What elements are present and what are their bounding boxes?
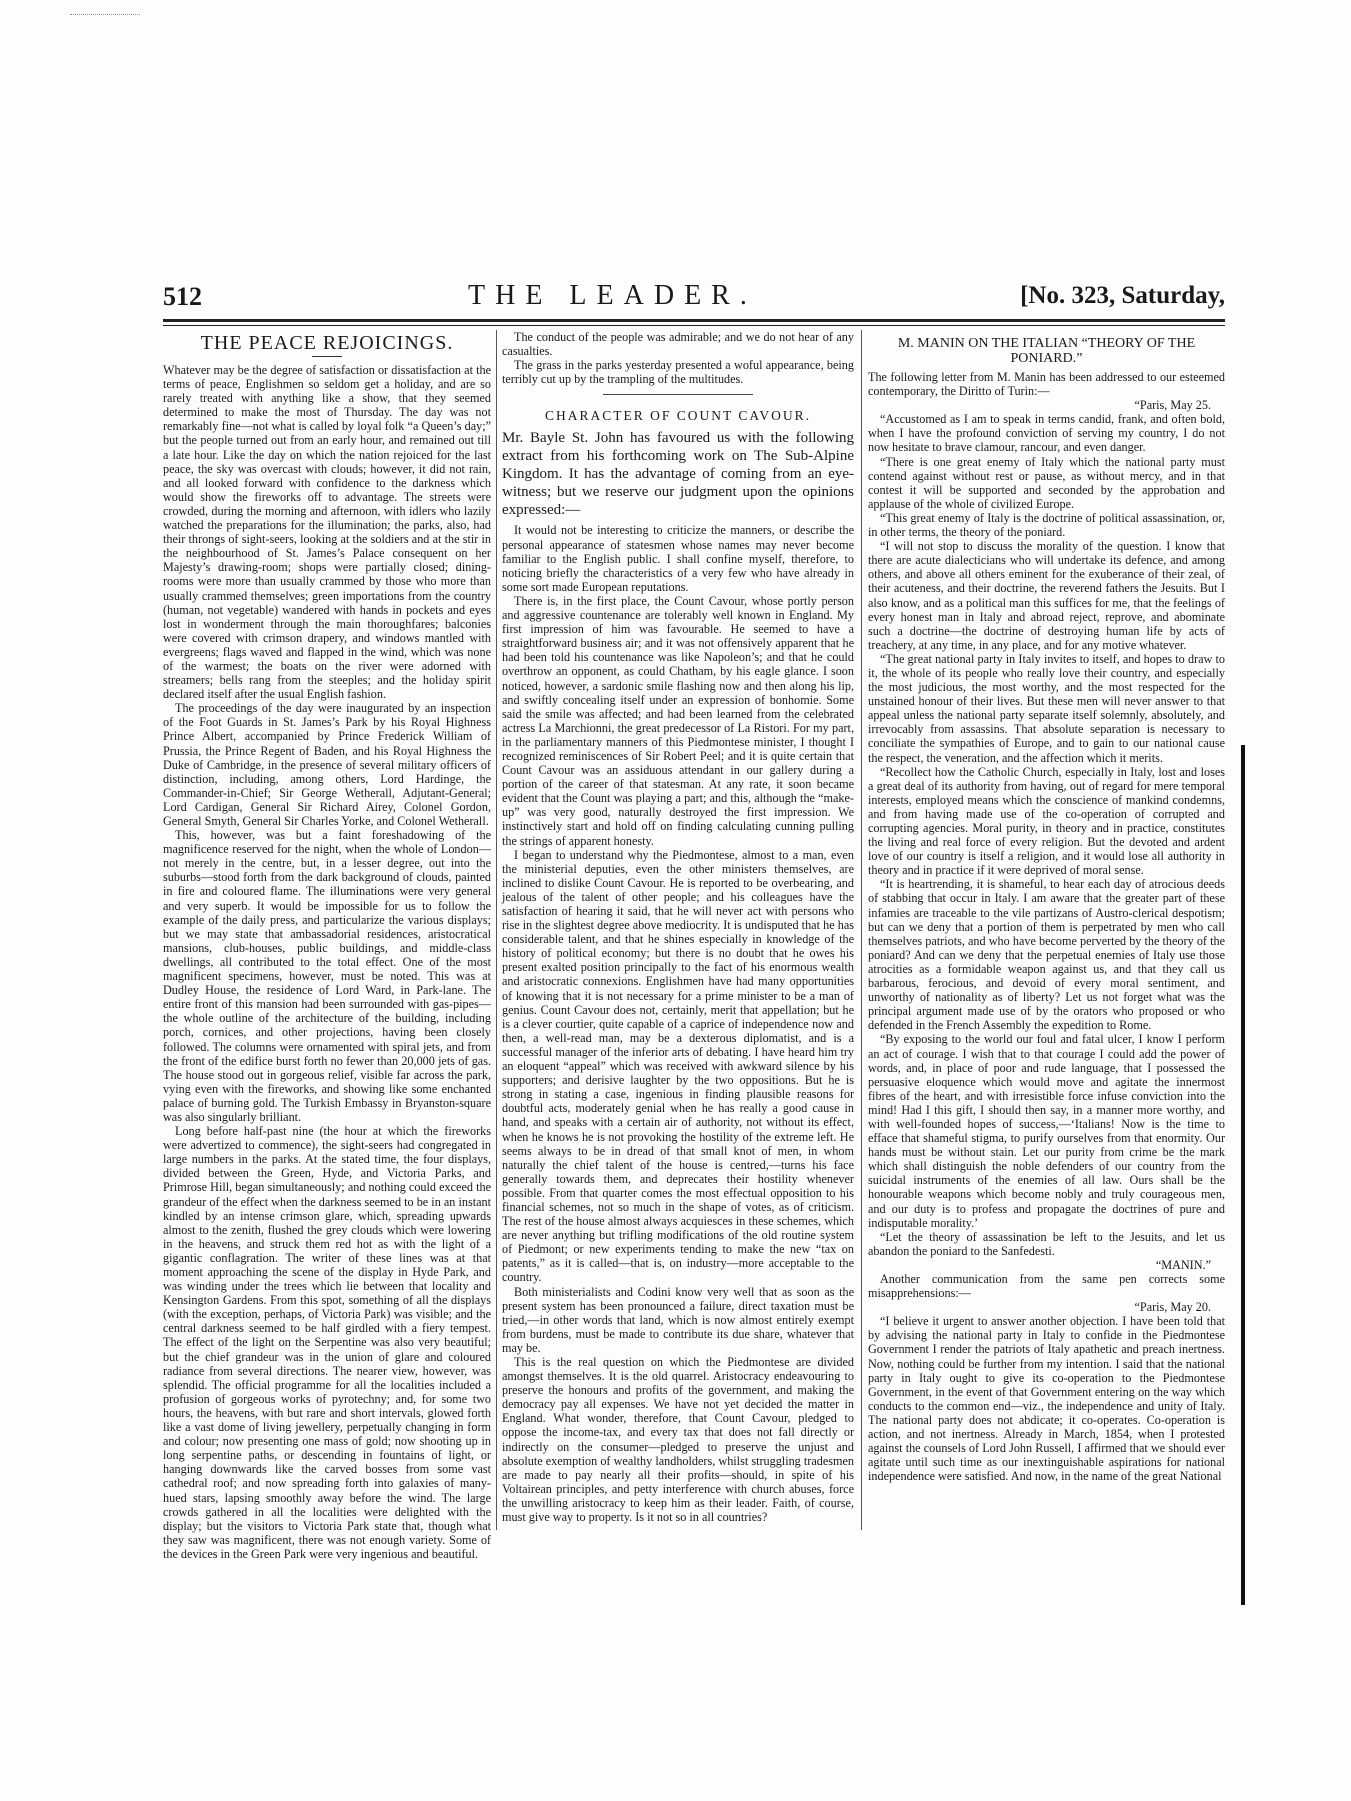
column-divider — [861, 330, 862, 1530]
paragraph: “Accustomed as I am to speak in terms candid, frank, and often bold, when I have the profound conviction of serving my country, I do not now hesitate to brave clamour, rancour, and even danger. — [868, 412, 1225, 455]
intro-paragraph: The following letter from M. Manin has been addressed to our esteemed contemporary, the Diritto of Turin:— — [868, 370, 1225, 399]
paragraph: “The great national party in Italy invites to itself, and hopes to draw to it, the whole of its people who really love their country, and especially the most judicious, the most worthy, and the most respected for the unstained honour of their lives. But these men will never answer to that appeal unless the national party separate itself solemnly, absolutely, and irrevocably from assassins. That absolute separation is necessary to conciliate the sympathies of Europe, and to gain to our national cause the respect, the veneration, and the affection which it merits. — [868, 651, 1225, 765]
paragraph: The grass in the parks yesterday presented a woful appearance, being terribly cut up by the trampling of the multitudes. — [502, 358, 854, 387]
paragraph: “Let the theory of assassination be left to the Jesuits, and let us abandon the poniard to the Sanfedesti. — [868, 1229, 1225, 1258]
paragraph: This, however, was but a faint foreshadowing of the magnificence reserved for the night, when the whole of London—not merely in the centre, but, in a lesser degree, out into the suburbs—stood forth from the dark background of clouds, painted in fire and coloured flame. The illuminations were very general and very superb. It would be impossible for us to follow the example of the daily press, and particularize the various displays; but we may state that ambassadorial residences, aristocratical mansions, club-houses, public buildings, and middle-class dwellings, all contributed to the total effect. One of the most magnificent specimens, however, must be noted. This was at Dudley House, the residence of Lord Ward, in Park-lane. The entire front of this mansion had been surrounded with gas-pipes—the whole outline of the architecture of the building, including porch, cornices, and other projections, having been closely followed. The columns were ornamented with spiral jets, and from the front of the edifice burst forth no fewer than 20,000 jets of gas. The house stood out in gorgeous relief, visible far across the park, vying even with the fireworks, and showing like some enchanted palace of burning gold. The Turkish Embassy in Bryanston-square was also singularly brilliant. — [163, 828, 491, 1124]
column-divider — [496, 330, 497, 1530]
letter-date: “Paris, May 25. — [1134, 398, 1211, 413]
paragraph: Another communication from the same pen corrects some misapprehensions:— — [868, 1272, 1225, 1301]
paragraph: “This great enemy of Italy is the doctrine of political assassination, or, in other terms, the theory of the poniard. — [868, 510, 1225, 540]
paragraph: There is, in the first place, the Count Cavour, whose portly person and aggressive countenance are tolerably well known in England. My first impression of him was favourable. He seemed to have a straightforward business air; and it was not offensively apparent that he had been told his countenance was like Napoleon’s; and that he could overthrow an opponent, as could Chatham, by his eagle glance. I soon noticed, however, a sardonic smile flashing now and then along his lip, and swiftly concealing itself under an expression of bonhomie. Some said the smile was affected; and had been learned from the celebrated actress La Marchionni, the great predecessor of La Ristori. For my part, in the parliamentary manners of this Piedmontese minister, I thought I recognized reminiscences of Sir Robert Peel; and it is quite certain that Count Cavour was an assiduous attendant in our gallery during a portion of the career of that statesman. At any rate, it soon became evident that the Count was playing a part; and this, although the “make-up” was very good, naturally destroyed the first impression. We instinctively start and hold off on finding calculating cunning pulling the strings of apparent honesty. — [502, 593, 854, 848]
binding-edge-bar — [1241, 745, 1245, 1605]
issue-label: [No. 323, Saturday, — [1020, 282, 1225, 309]
newspaper-title: THE LEADER. — [468, 280, 757, 311]
paragraph: This is the real question on which the Piedmontese are divided amongst themselves. It is the old quarrel. Aristocracy endeavouring to preserve the honours and profits of the government, and making the democracy pay all expenses. We have not yet decided the matter in England. What wonder, therefore, that Count Cavour, pledged to oppose the income-tax, and every tax that does not fall directly or indirectly on the consumer—pledged to preserve the unjust and absolute exemption of wealthy landholders, whilst struggling tradesmen are made to pay nearly all their profits—should, in spite of his Voltairean principles, and petty interference with church abuses, force the unwilling aristocracy to keep him as their leader. Faith, of course, must give way to property. Is it not so in all countries? — [502, 1355, 854, 1525]
section-separator — [603, 394, 753, 395]
column-1 — [163, 330, 491, 1561]
paragraph: “By exposing to the world our foul and fatal ulcer, I know I perform an act of courage. I wish that to that courage I could add the power of words, and, in place of poor and rude language, that I possessed the persuasive eloquence which would move and agitate the innermost fibres of the heart, and with irresistible force infuse conviction into the mind! Had I this gift, I should then say, in a manner more worthy, and with well-founded hopes of success,—‘Italians! Now is the time to efface that shameful stigma, to purify ourselves from that enormity. Our hands must be without stain. Let our purity from crime be the mark which shall distinguish the noble defenders of our country from the suicidal instruments of the enemies of all law. Ours shall be the honourable weapons which become nobly and truly courageous men, and our duty is to profess and propagate the doctrines of pure and indisputable morality.’ — [868, 1032, 1225, 1230]
paragraph: Whatever may be the degree of satisfaction or dissatisfaction at the terms of peace, Englishmen so seldom get a holiday, and are so rarely treated with anything like a show, that they seemed determined to make the most of Thursday. The day was not remarkably fine—not what is called by loyal folk “a Queen’s day;” but the people turned out from an early hour, and remained out till a late hour. Like the day on which the nation rejoiced for the last peace, the sky was overcast with clouds; however, it did not rain, and all looked forward with confidence to the darkness which would show the fireworks off to advantage. The streets were crowded, during the morning and afternoon, with idlers who lazily watched the preparations for the illumination; the parks, also, had their throngs of sight-seers, looking at the soldiers and at the stir in the neighbourhood of St. James’s Palace consequent on her Majesty’s drawing-room; shops were partially closed; dining-rooms were more than usually crammed by those who more than usually crammed themselves; green importations from the country (human, not vegetable) wandered with hands in pockets and eyes lost in wonderment through the main thoroughfares; balconies were covered with crimson drapery, and windows mantled with evergreens; flags waved and flapped in the wind, which was none of the warmest; the boats on the river were adorned with streamers; bells rang from the steeples; and the holiday spirit declared itself after the usual English fashion. — [163, 363, 491, 702]
heading-ornament — [312, 356, 342, 357]
header-rule-thick — [163, 319, 1225, 322]
column-3 — [868, 330, 1225, 1535]
paragraph: “Recollect how the Catholic Church, especially in Italy, lost and loses a great deal of its authority from having, out of regard for mere temporal interests, employed means which the conscience of mankind condemns, and from having made use of the co-operation of corrupted and corrupting agencies. Moral purity, in theory and in practice, constitutes the living and real force of every religion. But the devoted and ardent love of our country is itself a religion, and it would lose all authority in theory and in practice if it were deprived of moral sense. — [868, 764, 1225, 878]
page-header — [163, 278, 1225, 318]
paragraph: It would not be interesting to criticize the manners, or describe the personal appearance of statesmen whose names may never become familiar to the English public. I shall confine myself, therefore, to noticing briefly the characteristics of a very few who have already in some sort made European reputations. — [502, 523, 854, 594]
corner-mark — [70, 14, 140, 21]
paragraph: Both ministerialists and Codini know very well that as soon as the present system has been pronounced a failure, direct taxation must be tried,—in other words that land, which is now almost entirely exempt from burdens, must be made to contribute its due share, whatever that may be. — [502, 1284, 854, 1355]
paragraph: The proceedings of the day were inaugurated by an inspection of the Foot Guards in St. James’s Park by his Royal Highness Prince Albert, accompanied by Prince Frederick William of Prussia, the Prince Regent of Baden, and his Royal Highness the Duke of Cambridge, in the presence of several military officers of distinction, including, among others, Lord Hardinge, the Commander-in-Chief; Sir George Wetherall, Adjutant-General; Lord Cardigan, General Sir Richard Airey, Colonel Gordon, General Smyth, General Sir Charles Yorke, and Colonel Wetherall. — [163, 701, 491, 828]
paragraph: “There is one great enemy of Italy which the national party must contend against without rest or pause, as without mercy, and in that contest it will be supported and seconded by the approbation and applause of the whole of civilized Europe. — [868, 454, 1225, 511]
paragraph: Long before half-past nine (the hour at which the fireworks were advertized to commence), the sight-seers had congregated in large numbers in the parks. At the stated time, the four displays, divided between the Green, Hyde, and Victoria Parks, and Primrose Hill, began simultaneously; and nothing could exceed the grandeur of the effect when the darkness seemed to be in an instant kindled by an intense crimson glare, which, spreading upwards almost to the zenith, flushed the grey clouds which were lowering in the heavens, and struck them red hot as with the light of a gigantic conflagration. The writer of these lines was at that moment approaching the scene of the display in Hyde Park, and was winding under the trees which lie between that locality and Kensington Gardens. From this spot, something of all the displays (with the exception, perhaps, of Victoria Park) was visible; and the central darkness seemed to be half girdled with a fiery tempest. The effect of the light on the Serpentine was also very beautiful; but the chief grandeur was in the union of glare and coloured radiance from several directions. The nearer view, however, was splendid. The official programme for all the localities included a profusion of gorgeous works of pyrotechny; and, for some two hours, the heavens, with but rare and short intervals, glowed forth like a vast dome of living jewellery, perpetually changing in form and colour; now presenting one mass of gold; now shooting up in long serpentine paths, or descending in fountains of light, or hanging downwards like the carved bosses from some vast cathedral roof; and now spreading forth into galaxies of many-hued stars, lapsing smoothly away before the wind. The large crowds gathered in all the localities were delighted with the display; but the visitors to Victoria Park state that, though what they saw was magnificent, there was not enough variety. Some of the devices in the Green Park were very ingenious and beautiful. — [163, 1124, 491, 1561]
article-heading: CHARACTER OF COUNT CAVOUR. — [544, 408, 812, 424]
page-number: 512 — [163, 282, 202, 311]
letter-date: “Paris, May 20. — [1134, 1300, 1211, 1315]
article-heading: M. MANIN ON THE ITALIAN “THEORY OF THE PONIARD.” — [897, 336, 1196, 366]
header-rule-thin — [163, 325, 1225, 326]
signature: “MANIN.” — [1155, 1257, 1211, 1272]
lead-paragraph: Mr. Bayle St. John has favoured us with the following extract from his forthcoming work on The Sub-Alpine Kingdom. It has the advantage of coming from an eye-witness; but we reserve our judgment upon the opinions expressed:— — [502, 430, 854, 519]
paragraph: I began to understand why the Piedmontese, almost to a man, even the ministerial deputies, even the other ministers themselves, are inclined to dislike Count Cavour. He is reported to be overbearing, and jealous of the talent of other people; and his colleagues have the satisfaction of hearing it said, that he will never act with persons who rise in the slightest degree above mediocrity. It is undisputed that he has considerable talent, and that he shines especially in knowledge of the history of political economy; but there is no doubt that he owes his present exalted position principally to the fact of his enormous wealth and aristocratic connexions. Englishmen have had many opportunities of knowing that it is not necessary for a prime minister to be a man of genius. Count Cavour does not, certainly, merit that appellation; but he is a clever courtier, quite capable of a caprice of independence now and then, a well-read man, may be a dexterous diplomatist, and is a successful manager of the inferior arts of debating. I have heard him try an eloquent “appeal” which was received with awkward silence by his supporters; and derisive laughter by the two oppositions. But he is strong in stating a case, ingenious in finding plausible reasons for doubtful acts, moderately genial when he has really a good cause in hand, and speaks with a certain air of authority, not without its effect, when he knows he is not provoking the hostility of the extreme left. He seems always to be in dread of that small knot of men, in whom naturally the chief talent of the house is centred,—turns his face generally towards them, and deprecates their hostility whenever possible. From that quarter comes the most effectual opposition to his financial schemes, not so much in the shape of votes, as of criticism. The rest of the house almost always acquiesces in these schemes, which are never anything but trifling modifications of the old routine system of Piedmont; or new experiments tending to make the new “tax on patents,” as it is called—that is, on industry—more acceptable to the country. — [502, 847, 854, 1285]
paragraph: “I will not stop to discuss the morality of the question. I know that there are acute dialecticians who will undertake its defence, and among others, and above all others eminent for the exuberance of their zeal, of their acuteness, and their doctrine, the reverend fathers the Jesuits. But I also know, and as a political man this suffices for me, that the feelings of every honest man in Italy and abroad reject, reprove, and abominate such a doctrine—the doctrine of destroying human life by acts of treachery, at any time, in any place, and for any motive whatever. — [868, 539, 1225, 652]
column-2 — [502, 330, 854, 1535]
paragraph: “I believe it urgent to answer another objection. I have been told that by advising the national party in Italy to confide in the Piedmontese Government I render the patriots of Italy apathetic and preach inertness. Now, nothing could be further from my intention. I said that the national party in Italy ought to give its co-operation to the Piedmontese Government, in the event of that Government entering on the way which conducts to the common end—viz., the independence and unity of Italy. The national party does not abdicate; it co-operates. Co-operation is action, and not inertness. Already in March, 1854, when I protested against the counsels of Lord John Russell, I affirmed that we should ever agitate until such time as our inextinguishable aspirations for national independence were satisfied. And now, in the name of the great National — [868, 1314, 1225, 1484]
paragraph: The conduct of the people was admirable; and we do not hear of any casualties. — [502, 330, 854, 359]
article-heading: THE PEACE REJOICINGS. — [200, 332, 454, 354]
paragraph: “It is heartrending, it is shameful, to hear each day of atrocious deeds of stabbing that occur in Italy. I am aware that the greater part of these infamies are traceable to the vile partizans of Austro-clerical despotism; but can we deny that a portion of them is perpetrated by men who call themselves patriots, and who have become perverted by the theory of the poniard? And can we deny that the perpetual enemies of Italy use those atrocities as a formidable weapon against us, and that they call us barbarous, ferocious, and devoid of every moral sentiment, and unworthy of nationality as of liberty? Let us not forget what was the principal argument made use of by the orators who proposed or who defended in the French Assembly the expedition to Rome. — [868, 877, 1225, 1033]
